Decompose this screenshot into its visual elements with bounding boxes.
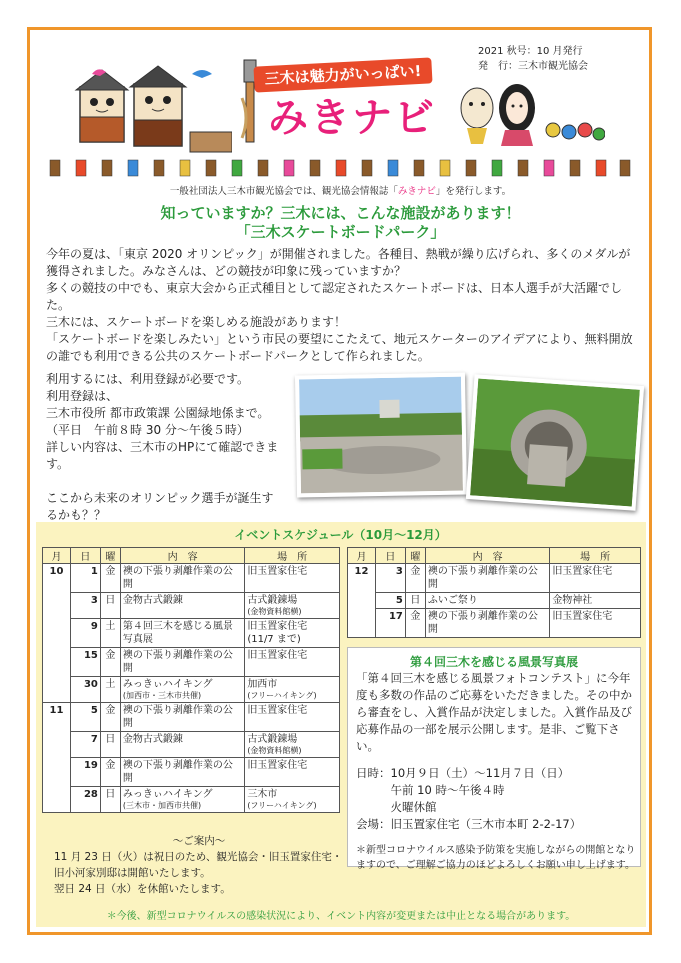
place-main: 三木市 [247,789,278,800]
article-para-3: 三木には、スケートボードを楽しめる施設があります！ [46,315,347,329]
header-weekday: 曜 [100,548,120,564]
contest-date-line-3: 火曜休館 [356,800,437,814]
notice-line-2: 翌日 24 日（水）を休館いたします。 [54,883,231,895]
table-row [348,609,641,638]
content-sub: (加西市・三木市共催) [122,691,202,700]
month-cell: 10 [43,564,71,703]
article-headline-2: 「三木スケートボードパーク」 [235,223,446,241]
table-row [348,564,641,593]
place-cell: 旧玉置家住宅 [245,758,340,787]
day-cell: 5 [375,593,405,609]
article-headline-1: 知っていますか？三木には、こんな施設があります！ [160,204,521,222]
place-sub: (金物資料館横) [247,746,302,755]
place-cell: 旧玉置家住宅 [245,703,340,732]
table-row [43,703,340,732]
day-cell: 30 [70,677,100,703]
header-content: 内 容 [425,548,549,564]
article-para-2: 多くの競技の中でも、東京大会から正式種目として認定されたスケートボードは、日本人選手が大活躍でした。 [46,281,623,312]
place-sub: (フリーハイキング) [247,691,317,700]
publisher-label: 発 行：三木市観光協会 [478,61,588,72]
content-cell: ふいご祭り [425,593,549,609]
day-cell: 3 [70,593,100,619]
place-main: 古式鍛錬場 [247,734,298,745]
schedule-title: イベントスケジュール（10月～12月） [234,528,447,542]
intro-highlight: みきナビ [397,186,436,197]
place-cell [245,677,340,703]
photo-contest-body [356,670,638,873]
weekday-cell: 金 [405,564,425,593]
place-cell: 旧玉置家住宅 [550,609,641,638]
table-row [43,593,340,619]
table-row [43,564,340,593]
content-cell: 金物古式鍛錬 [120,732,244,758]
header-weekday: 曜 [405,548,425,564]
article-body [46,246,634,365]
contest-description: 「第４回三木を感じる風景フォトコンテスト」に今年度も多数の作品のご応募をいただきました。その中から審査をし、入賞作品が決定しました。入賞作品及び応募作品の一部を展示公開します。是非、ご覧下さい。 [356,671,632,753]
place-main: 古式鍛錬場 [247,595,298,606]
day-cell: 15 [70,648,100,677]
mascot-kanamono-2 [130,66,186,146]
place-cell: 旧玉置家住宅 [550,564,641,593]
place-cell [245,732,340,758]
day-cell: 7 [70,732,100,758]
header-place: 場 所 [550,548,641,564]
place-main: 加西市 [247,679,278,690]
usage-line-3: 三木市役所 都市政策課 公園緑地係まで。 [46,406,270,420]
mascot-egg-character [461,88,493,144]
covid-footnote: ＊今後、新型コロナウイルスの感染状況により、イベント内容が変更または中止となる場合があります。 [106,911,576,922]
character-border-row [46,156,632,180]
schedule-table-left [42,547,340,813]
content-cell: 襖の下張り剥離作業の公開 [120,564,244,593]
weekday-cell: 金 [100,564,120,593]
content-cell: 第４回三木を感じる風景写真展 [120,619,244,648]
content-cell: 襖の下張り剥離作業の公開 [425,609,549,638]
article-para-1: 今年の夏は、「東京 2020 オリンピック」が開催されました。各種目、熱戦が繰り広げられ、多くのメダルが獲得されました。みなさんは、どの競技が印象に残っていますか？ [46,247,631,278]
usage-line-4: （平日 午前８時 30 分～午後５時） [46,423,249,437]
table-row [43,758,340,787]
content-cell: 襖の下張り剥離作業の公開 [120,648,244,677]
publication-info [478,44,588,74]
place-cell [245,593,340,619]
place-cell: 金物神社 [550,593,641,609]
intro-suffix: 」を発行します。 [435,186,512,197]
header-place: 場 所 [245,548,340,564]
content-cell: 金物古式鍛錬 [120,593,244,619]
content-cell: 襖の下張り剥離作業の公開 [120,758,244,787]
weekday-cell: 金 [100,703,120,732]
wooden-box-icon [190,132,232,152]
content-main: みっきぃハイキング [122,789,213,800]
header-content: 内 容 [120,548,244,564]
table-row [43,732,340,758]
contest-venue: 会場：旧玉置家住宅（三木市本町 2-2-17） [356,817,582,831]
mascot-princess-character [499,84,535,146]
month-cell: 12 [348,564,376,638]
notice-title: ～ご案内～ [172,835,226,847]
photo-contest-title: 第４回三木を感じる風景写真展 [409,655,578,669]
table-row [43,648,340,677]
place-main: 旧玉置家住宅 [247,621,308,632]
holiday-notice [54,833,344,897]
contest-date-line-1: 日時：10月９日（土）～11月７日（日） [356,766,570,780]
content-cell: 襖の下張り剥離作業の公開 [120,703,244,732]
mascot-characters-left [72,62,232,157]
schedule-table-right [347,547,641,638]
mascot-characters-right [455,80,605,148]
mikinavi-logo: みきナビ [268,95,436,141]
content-cell [120,787,244,813]
place-cell [245,619,340,648]
header-month: 月 [348,548,376,564]
day-cell: 3 [375,564,405,593]
skatepark-photo-1 [295,373,467,498]
day-cell: 28 [70,787,100,813]
day-cell: 19 [70,758,100,787]
content-main: みっきぃハイキング [122,679,213,690]
table-row [43,787,340,813]
content-cell [120,677,244,703]
weekday-cell: 金 [100,758,120,787]
usage-line-1: 利用するには、利用登録が必要です。 [46,372,250,386]
notice-line-1: 11 月 23 日（火）は祝日のため、観光協会・旧玉置家住宅・旧小河家別邸は開館いたします。 [54,851,343,879]
closing-line: ここから未来のオリンピック選手が誕生するかも？？ [46,491,274,522]
place-cell: 旧玉置家住宅 [245,564,340,593]
day-cell: 9 [70,619,100,648]
article-para-4: 「スケートボードを楽しみたい」という市民の要望にこたえて、地元スケーターのアイデアにより、無料開放の誰でも利用できる公共のスケートボードパークとして作られました。 [46,332,633,363]
usage-info [46,371,281,524]
place-sub: (フリーハイキング) [247,801,317,810]
issue-label: 2021 秋号：10 月発行 [478,46,583,57]
weekday-cell: 日 [100,593,120,619]
day-cell: 17 [375,609,405,638]
weekday-cell: 土 [100,677,120,703]
schedule-header-row [43,548,340,564]
weekday-cell: 日 [405,593,425,609]
weekday-cell: 金 [100,648,120,677]
content-cell: 襖の下張り剥離作業の公開 [425,564,549,593]
usage-line-5: 詳しい内容は、三木市のHPにて確認できます。 [46,440,279,471]
schedule-header-row [348,548,641,564]
header-day: 日 [375,548,405,564]
place-cell [245,787,340,813]
header-day: 日 [70,548,100,564]
intro-line [0,183,681,197]
header-month: 月 [43,548,71,564]
table-row [43,677,340,703]
weekday-cell: 土 [100,619,120,648]
skatepark-photo-2 [466,374,644,511]
month-cell: 11 [43,703,71,813]
weekday-cell: 日 [100,732,120,758]
mascot-kanamono-1 [76,70,128,142]
place-sub: (11/7 まで) [247,634,301,645]
header-banner: 三木は魅力がいっぱい! [253,57,432,92]
day-cell: 1 [70,564,100,593]
contest-covid-note: ＊新型コロナウイルス感染予防策を実施しながらの開館となりますので、ご理解ご協力のほどよろしくお願い申し上げます。 [356,845,636,871]
table-row [348,593,641,609]
weekday-cell: 金 [405,609,425,638]
small-mascots-group [546,123,605,140]
intro-prefix: 一般社団法人三木市観光協会では、観光協会情報誌「 [169,186,398,197]
place-cell: 旧玉置家住宅 [245,648,340,677]
day-cell: 5 [70,703,100,732]
contest-date-line-2: 午前 10 時～午後４時 [356,783,505,797]
content-sub: (三木市・加西市共催) [122,801,202,810]
table-row [43,619,340,648]
usage-line-2: 利用登録は、 [46,389,119,403]
weekday-cell: 日 [100,787,120,813]
place-sub: (金物資料館横) [247,607,302,616]
